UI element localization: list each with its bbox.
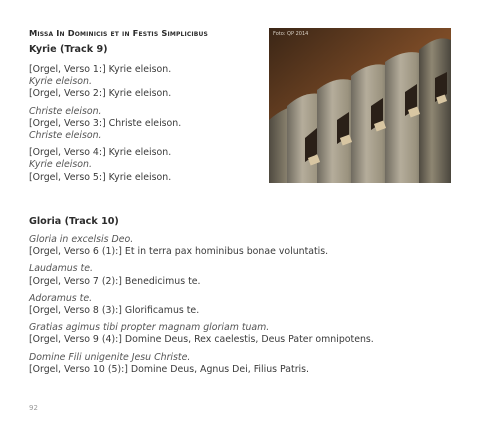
kyrie-track: (Track 9) [59, 44, 108, 55]
sung-line: Christe eleison. [29, 105, 102, 117]
mass-heading: Missa In Dominicis et in Festis Simplicibus [29, 28, 209, 38]
organ-pipes-image [269, 28, 451, 183]
photo-credit: Foto: QP 2014 [273, 31, 309, 37]
organ-verse-line: [Orgel, Verso 1:] Kyrie eleison. [29, 64, 172, 75]
organ-verse-line: [Orgel, Verso 10 (5):] Domine Deus, Agnus Dei, Filius Patris. [29, 363, 310, 375]
sung-line: Gloria in excelsis Deo. [29, 234, 134, 245]
sung-line: Gratias agimus tibi propter magnam gloriam tuam. [29, 322, 270, 334]
organ-verse-line: [Orgel, Verso 5:] Kyrie eleison. [29, 171, 172, 183]
organ-verse-line: [Orgel, Verso 8 (3):] Glorificamus te. [29, 305, 200, 317]
organ-pipes-photo [269, 28, 451, 183]
sung-line: Christe eleison. [29, 130, 102, 142]
gloria-title: Gloria [29, 216, 62, 227]
organ-verse-line: [Orgel, Verso 7 (2):] Benedicimus te. [29, 275, 201, 287]
kyrie-text-block [29, 64, 181, 184]
gloria-text-block [29, 234, 374, 376]
sung-line: Laudamus te. [29, 263, 93, 275]
gloria-section-title [29, 216, 119, 227]
gloria-track: (Track 10) [64, 216, 119, 227]
organ-verse-line: [Orgel, Verso 9 (4):] Domine Deus, Rex caelestis, Deus Pater omnipotens. [29, 334, 374, 346]
page-number: 92 [29, 404, 38, 412]
organ-verse-line: [Orgel, Verso 6 (1):] Et in terra pax hominibus bonae voluntatis. [29, 246, 329, 258]
sung-line: Domine Fili unigenite Jesu Christe. [29, 351, 191, 363]
kyrie-section-title [29, 44, 108, 55]
organ-verse-line: [Orgel, Verso 2:] Kyrie eleison. [29, 88, 172, 100]
organ-verse-line: [Orgel, Verso 3:] Christe eleison. [29, 117, 182, 129]
sung-line: Adoramus te. [29, 292, 93, 304]
sung-line: Kyrie eleison. [29, 76, 92, 88]
sung-line: Kyrie eleison. [29, 159, 92, 171]
organ-verse-line: [Orgel, Verso 4:] Kyrie eleison. [29, 147, 172, 159]
kyrie-title: Kyrie [29, 44, 57, 55]
